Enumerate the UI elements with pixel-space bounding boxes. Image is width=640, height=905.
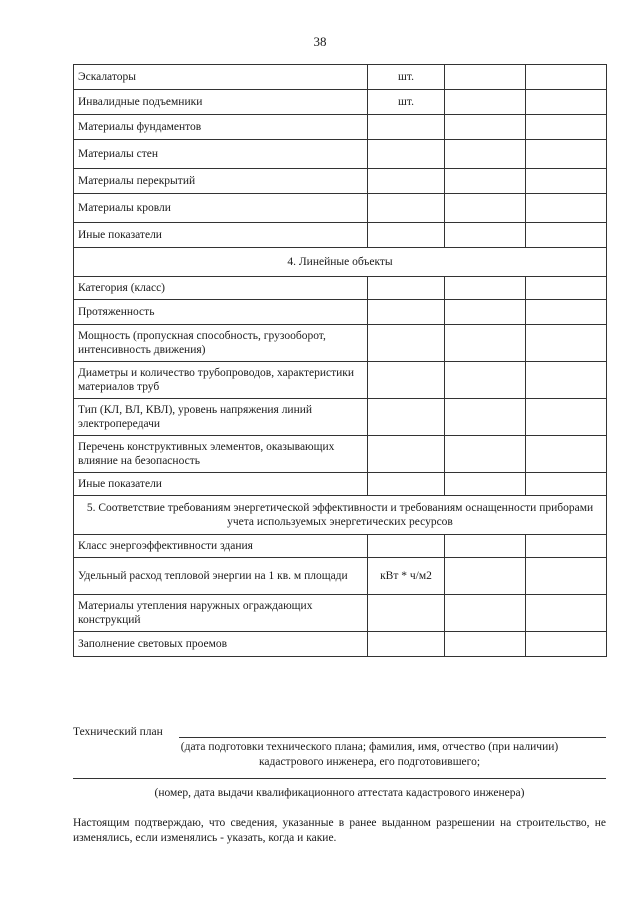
row-label: Категория (класс) <box>74 277 368 300</box>
row-unit <box>368 140 445 169</box>
tech-plan-blank-line[interactable] <box>179 737 606 738</box>
design-value-cell[interactable] <box>445 277 526 300</box>
row-label: Класс энергоэффективности здания <box>74 535 368 558</box>
row-unit <box>368 169 445 194</box>
design-value-cell[interactable] <box>445 436 526 473</box>
row-label: Иные показатели <box>74 223 368 248</box>
section-5-title: 5. Соответствие требованиям энергетической эффективности и требованиям оснащенности приборами учета используемых энергетических ресурсов <box>74 496 607 535</box>
table-row <box>74 325 607 362</box>
row-label: Тип (КЛ, ВЛ, КВЛ), уровень напряжения линий электропередачи <box>74 399 368 436</box>
certificate-blank-line[interactable] <box>73 778 606 779</box>
actual-value-cell[interactable] <box>526 362 607 399</box>
actual-value-cell[interactable] <box>526 436 607 473</box>
row-label: Перечень конструктивных элементов, оказывающих влияние на безопасность <box>74 436 368 473</box>
table-row <box>74 169 607 194</box>
actual-value-cell[interactable] <box>526 90 607 115</box>
row-unit <box>368 300 445 325</box>
row-unit <box>368 473 445 496</box>
actual-value-cell[interactable] <box>526 140 607 169</box>
row-unit <box>368 362 445 399</box>
tech-plan-label: Технический план <box>73 726 163 738</box>
design-value-cell[interactable] <box>445 473 526 496</box>
section-heading-row <box>74 496 607 535</box>
design-value-cell[interactable] <box>445 300 526 325</box>
actual-value-cell[interactable] <box>526 169 607 194</box>
design-value-cell[interactable] <box>445 632 526 657</box>
table-row <box>74 595 607 632</box>
table-row <box>74 558 607 595</box>
row-unit <box>368 325 445 362</box>
row-label: Материалы кровли <box>74 194 368 223</box>
row-label: Мощность (пропускная способность, грузооборот, интенсивность движения) <box>74 325 368 362</box>
row-label: Протяженность <box>74 300 368 325</box>
table-row <box>74 399 607 436</box>
actual-value-cell[interactable] <box>526 115 607 140</box>
row-unit <box>368 277 445 300</box>
tech-plan-field <box>73 725 606 741</box>
table-row <box>74 194 607 223</box>
actual-value-cell[interactable] <box>526 535 607 558</box>
design-value-cell[interactable] <box>445 535 526 558</box>
table-row <box>74 436 607 473</box>
row-label: Иные показатели <box>74 473 368 496</box>
tech-plan-caption-line: кадастрового инженера, его подготовившего; <box>258 756 481 768</box>
row-unit <box>368 399 445 436</box>
table-row <box>74 115 607 140</box>
row-label: Инвалидные подъемники <box>74 90 368 115</box>
design-value-cell[interactable] <box>445 362 526 399</box>
design-value-cell[interactable] <box>445 90 526 115</box>
actual-value-cell[interactable] <box>526 399 607 436</box>
table-row <box>74 473 607 496</box>
design-value-cell[interactable] <box>445 65 526 90</box>
row-label: Материалы перекрытий <box>74 169 368 194</box>
row-unit <box>368 194 445 223</box>
row-unit: шт. <box>368 65 445 90</box>
actual-value-cell[interactable] <box>526 632 607 657</box>
row-unit <box>368 436 445 473</box>
table-row <box>74 362 607 399</box>
actual-value-cell[interactable] <box>526 558 607 595</box>
table-row <box>74 632 607 657</box>
row-label: Материалы фундаментов <box>74 115 368 140</box>
design-value-cell[interactable] <box>445 169 526 194</box>
actual-value-cell[interactable] <box>526 194 607 223</box>
actual-value-cell[interactable] <box>526 473 607 496</box>
page-number: 38 <box>313 34 327 49</box>
table-row <box>74 300 607 325</box>
table-row <box>74 140 607 169</box>
characteristics-table <box>73 64 607 657</box>
table-row <box>74 90 607 115</box>
row-label: Диаметры и количество трубопроводов, характеристики материалов труб <box>74 362 368 399</box>
row-unit: кВт * ч/м2 <box>368 558 445 595</box>
tech-plan-caption <box>73 740 606 770</box>
row-unit <box>368 535 445 558</box>
design-value-cell[interactable] <box>445 399 526 436</box>
confirmation-statement: Настоящим подтверждаю, что сведения, указанные в ранее выданном разрешении на строительство, не изменялись, если изменялись - указать, когда и какие. <box>73 817 606 844</box>
table-row <box>74 535 607 558</box>
actual-value-cell[interactable] <box>526 300 607 325</box>
section-4-title: 4. Линейные объекты <box>74 248 607 277</box>
row-label: Удельный расход тепловой энергии на 1 кв. м площади <box>74 558 368 595</box>
actual-value-cell[interactable] <box>526 65 607 90</box>
table-row <box>74 65 607 90</box>
row-label: Эскалаторы <box>74 65 368 90</box>
actual-value-cell[interactable] <box>526 277 607 300</box>
design-value-cell[interactable] <box>445 194 526 223</box>
certificate-caption: (номер, дата выдачи квалификационного аттестата кадастрового инженера) <box>154 787 525 799</box>
actual-value-cell[interactable] <box>526 223 607 248</box>
design-value-cell[interactable] <box>445 325 526 362</box>
row-unit: шт. <box>368 90 445 115</box>
row-label: Заполнение световых проемов <box>74 632 368 657</box>
row-label: Материалы стен <box>74 140 368 169</box>
row-unit <box>368 632 445 657</box>
section-heading-row <box>74 248 607 277</box>
table-row <box>74 277 607 300</box>
row-unit <box>368 115 445 140</box>
row-unit <box>368 595 445 632</box>
design-value-cell[interactable] <box>445 558 526 595</box>
design-value-cell[interactable] <box>445 115 526 140</box>
design-value-cell[interactable] <box>445 223 526 248</box>
row-unit <box>368 223 445 248</box>
actual-value-cell[interactable] <box>526 595 607 632</box>
design-value-cell[interactable] <box>445 595 526 632</box>
tech-plan-caption-line: (дата подготовки технического плана; фамилия, имя, отчество (при наличии) <box>180 741 559 753</box>
table-row <box>74 223 607 248</box>
actual-value-cell[interactable] <box>526 325 607 362</box>
row-label: Материалы утепления наружных ограждающих конструкций <box>74 595 368 632</box>
design-value-cell[interactable] <box>445 140 526 169</box>
